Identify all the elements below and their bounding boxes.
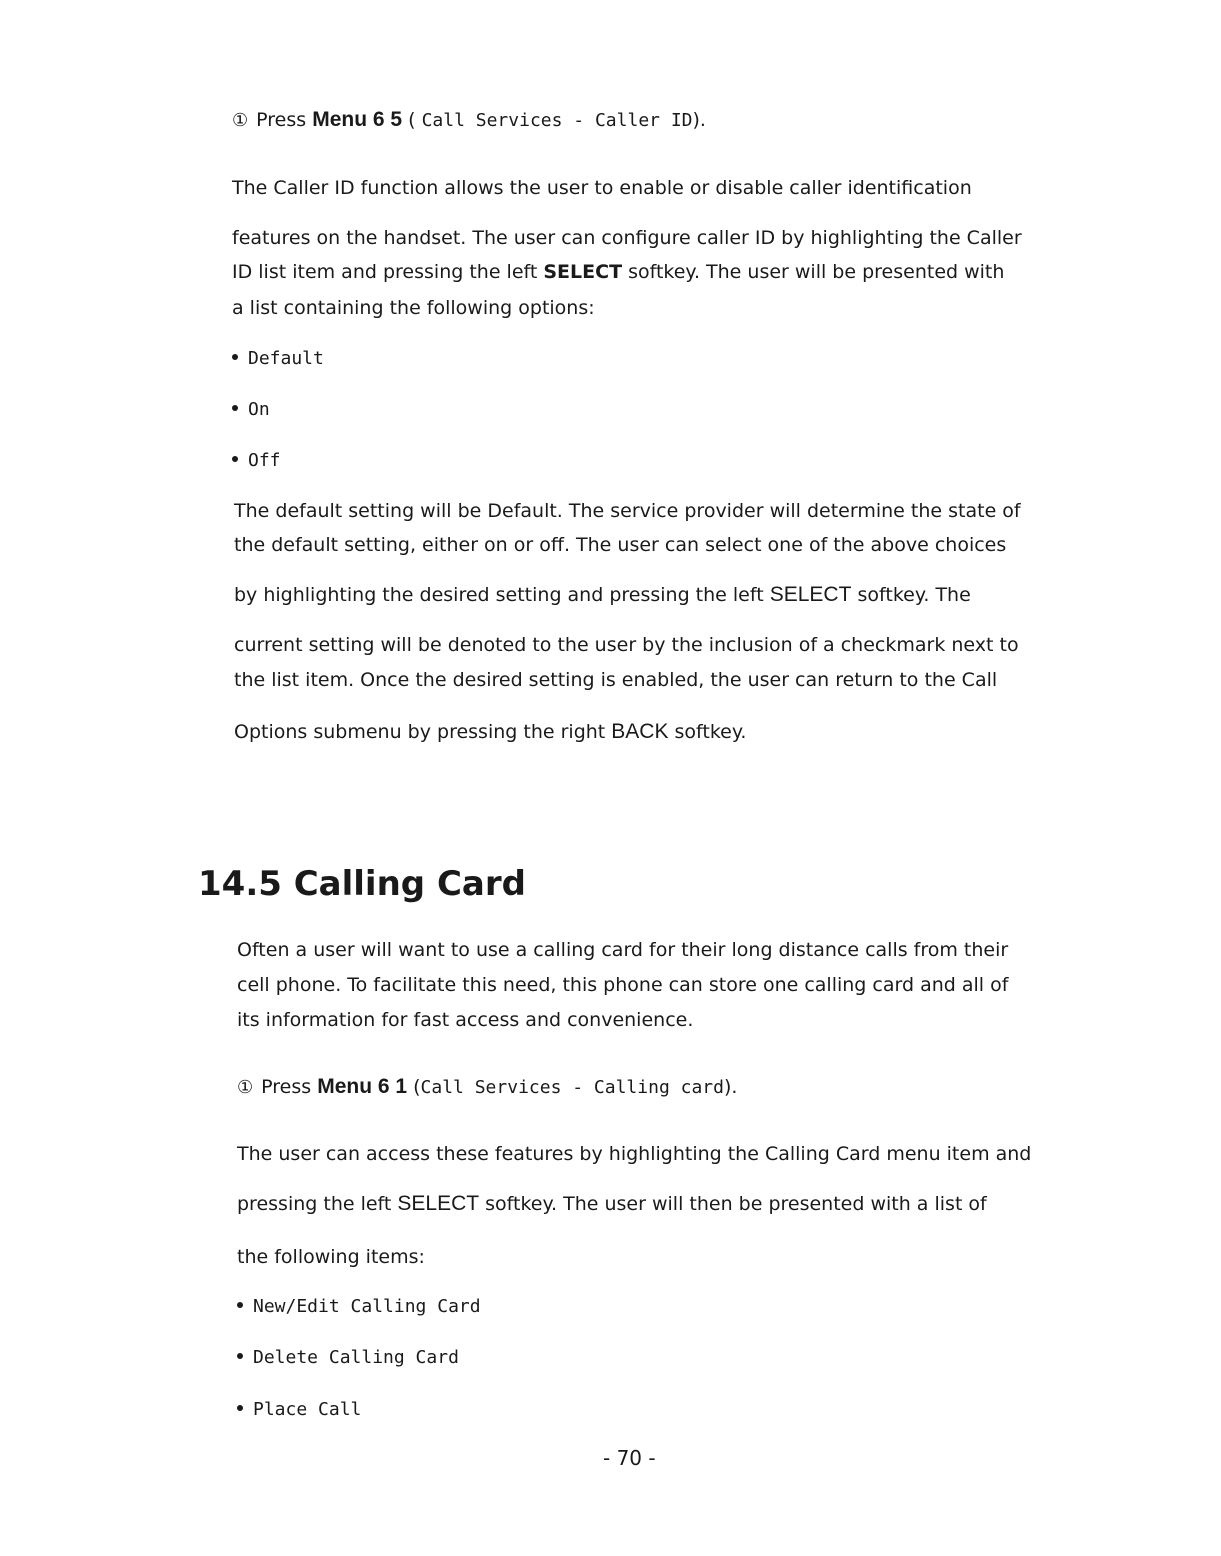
text-span: ID list item and pressing the left [232,261,538,283]
bullet-icon [237,1353,243,1359]
option-label: Default [248,348,324,369]
bullet-icon [232,405,238,411]
caller-id-para-line [232,260,1004,284]
caller-id-desc-line [234,720,746,744]
calling-card-intro-line: Often a user will want to use a calling card for their long distance calls from their [237,939,1009,961]
calling-card-instruction [237,1075,737,1100]
bullet-icon [232,354,238,360]
press-label: Press [256,109,307,131]
caller-id-desc-line: The default setting will be Default. The service provider will determine the state of [234,500,1021,522]
item-label: Place Call [253,1399,362,1420]
softkey-select: SELECT [769,583,852,606]
step-marker: ① [232,110,249,131]
step-marker: ① [237,1077,254,1098]
menu-shortcut: Menu 6 5 [312,108,403,131]
option-label: On [248,399,270,420]
option-item [232,448,281,473]
softkey-back: BACK [611,720,669,743]
text-span: by highlighting the desired setting and pressing the left [234,584,764,606]
caller-id-para-line: features on the handset. The user can configure caller ID by highlighting the Caller [232,227,1022,249]
paren-open: ( [408,109,416,131]
bullet-icon [232,456,238,462]
page-number: - 70 - [603,1446,656,1470]
calling-card-body-line: The user can access these features by highlighting the Calling Card menu item and [237,1143,1032,1165]
text-span: pressing the left [237,1193,392,1215]
calling-card-item [237,1294,481,1319]
text-span: softkey. The user will be presented with [628,261,1005,283]
calling-card-body-line [237,1192,987,1216]
menu-shortcut: Menu 6 1 [317,1075,408,1098]
option-item [232,397,270,422]
caller-id-intro: The Caller ID function allows the user to enable or disable caller identification [232,177,972,199]
paren-open: ( [413,1076,421,1098]
calling-card-intro-line: cell phone. To facilitate this need, this phone can store one calling card and all of [237,974,1009,996]
text-span: softkey. The user will then be presented with a list of [485,1193,987,1215]
paren-close: ). [723,1076,738,1098]
paren-close: ). [692,109,706,131]
caller-id-desc-line: the default setting, either on or off. The user can select one of the above choices [234,534,1007,556]
softkey-select: SELECT [543,261,623,283]
option-item [232,346,324,371]
caller-id-instruction [232,108,706,133]
text-span: softkey. [674,721,747,743]
text-span: Options submenu by pressing the right [234,721,606,743]
item-label: Delete Calling Card [253,1347,459,1368]
calling-card-body-line: the following items: [237,1246,425,1268]
menu-path: Call Services - Calling card [420,1077,724,1098]
caller-id-desc-line: current setting will be denoted to the user by the inclusion of a checkmark next to [234,634,1019,656]
caller-id-para-line: a list containing the following options: [232,297,595,319]
press-label: Press [261,1076,312,1098]
caller-id-desc-line: the list item. Once the desired setting is enabled, the user can return to the Call [234,669,998,691]
text-span: softkey. The [857,584,971,606]
item-label: New/Edit Calling Card [253,1296,481,1317]
bullet-icon [237,1405,243,1411]
bullet-icon [237,1302,243,1308]
calling-card-intro-line: its information for fast access and convenience. [237,1009,694,1031]
menu-path: Call Services - Caller ID [421,110,693,131]
calling-card-item [237,1397,361,1422]
caller-id-desc-line [234,583,971,607]
calling-card-item [237,1345,459,1370]
option-label: Off [248,450,281,471]
softkey-select: SELECT [397,1192,480,1215]
section-heading: 14.5 Calling Card [198,864,526,904]
